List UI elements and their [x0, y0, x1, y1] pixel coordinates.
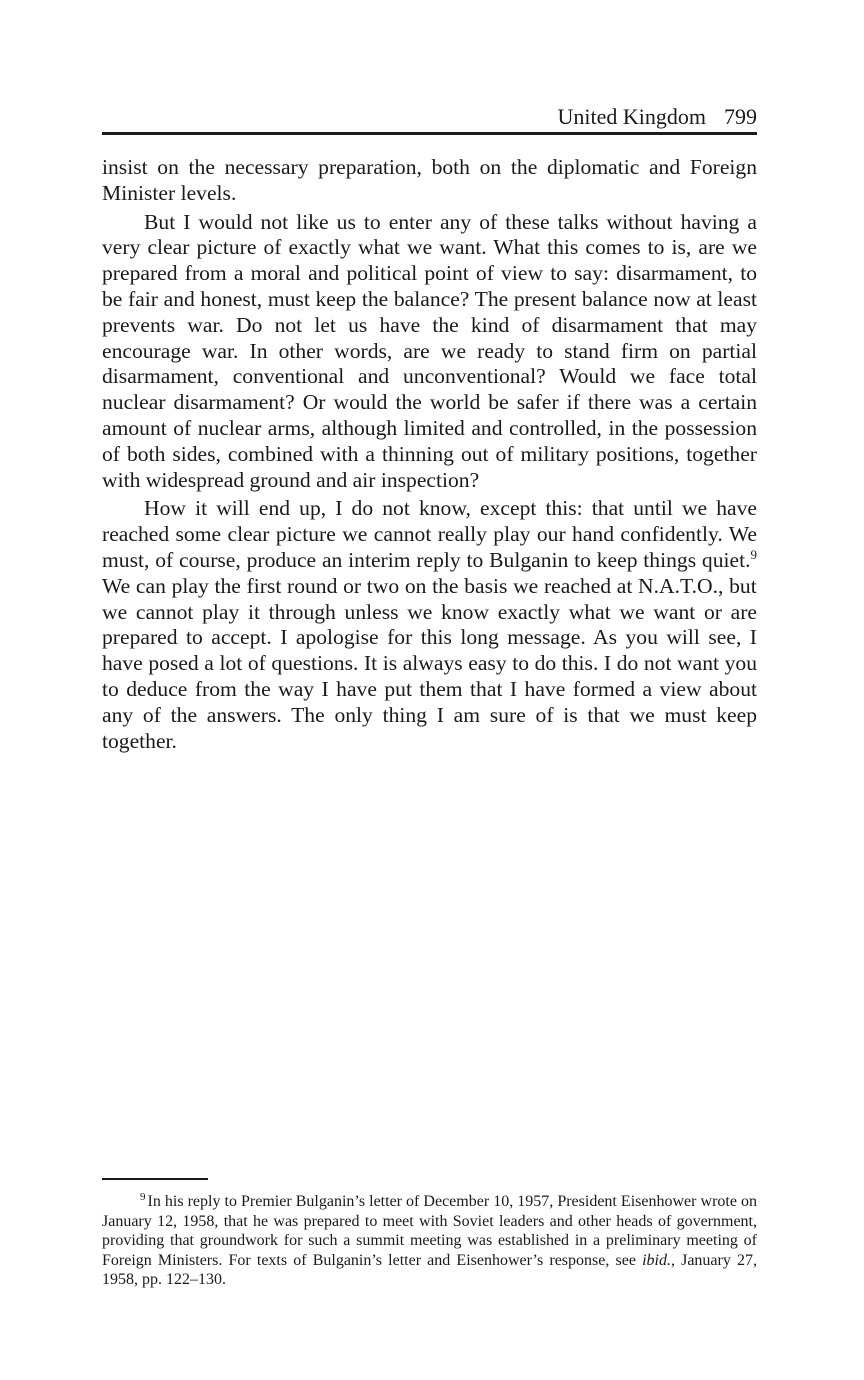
footnote-marker: 9: [140, 1190, 146, 1203]
footnote: [102, 1192, 757, 1290]
paragraph-3-text-b: We can play the first round or two on the basis we reached at N.A.T.O., but we cannot play it through unless we know exactly what we want or are prepared to accept. I apologise for this long message. As you will see, I have posed a lot of questions. It is always easy to do this. I do not want you to deduce from the way I have put them that I have formed a view about any of the answers. The only thing I am sure of is that we must keep together.: [102, 573, 757, 753]
footnote-text-a: In his reply to Premier Bulganin’s letter of December 10, 1957, President Eisenhower wrote on January 12, 1958, that he was prepared to meet with Soviet leaders and other heads of government, providing that groundwork for such a summit meeting was established in a preliminary meeting of Foreign Ministers. For texts of Bulganin’s letter and Eisenhower’s response, see: [102, 1193, 757, 1269]
footnote-text-b: , January 27, 1958, pp. 122–130.: [102, 1251, 757, 1289]
body-text: [102, 155, 757, 757]
paragraph-1: insist on the necessary preparation, both on the diplomatic and Foreign Minister levels.: [102, 155, 757, 205]
footnote-rule: [102, 1178, 208, 1180]
footnote-ibid: ibid.: [642, 1251, 671, 1269]
header-rule: [102, 132, 757, 135]
paragraph-3-text-a: How it will end up, I do not know, except this: that until we have reached some clear picture we cannot really play our hand confidently. We must, of course, produce an interim reply to Bulganin to keep things quiet.: [102, 496, 757, 572]
running-head: [102, 102, 757, 132]
page-number: 799: [724, 104, 757, 129]
paragraph-2: But I would not like us to enter any of these talks without having a very clear picture of exactly what we want. What this comes to is, are we prepared from a moral and political point of view to say: disarmament, to be fair and honest, must keep the balance? The present balance now at least prevents war. Do not let us have the kind of disarmament that may encourage war. In other words, are we ready to stand firm on partial disarmament, conventional and unconventional? Would we face total nuclear disarmament? Or would the world be safer if there was a certain amount of nuclear arms, although limited and controlled, in the possession of both sides, combined with a thinning out of military positions, together with widespread ground and air inspection?: [102, 209, 757, 492]
running-head-title: United Kingdom: [557, 104, 706, 129]
footnote-reference[interactable]: 9: [750, 546, 757, 562]
paragraph-3: [102, 496, 757, 754]
document-page: [102, 0, 757, 1380]
